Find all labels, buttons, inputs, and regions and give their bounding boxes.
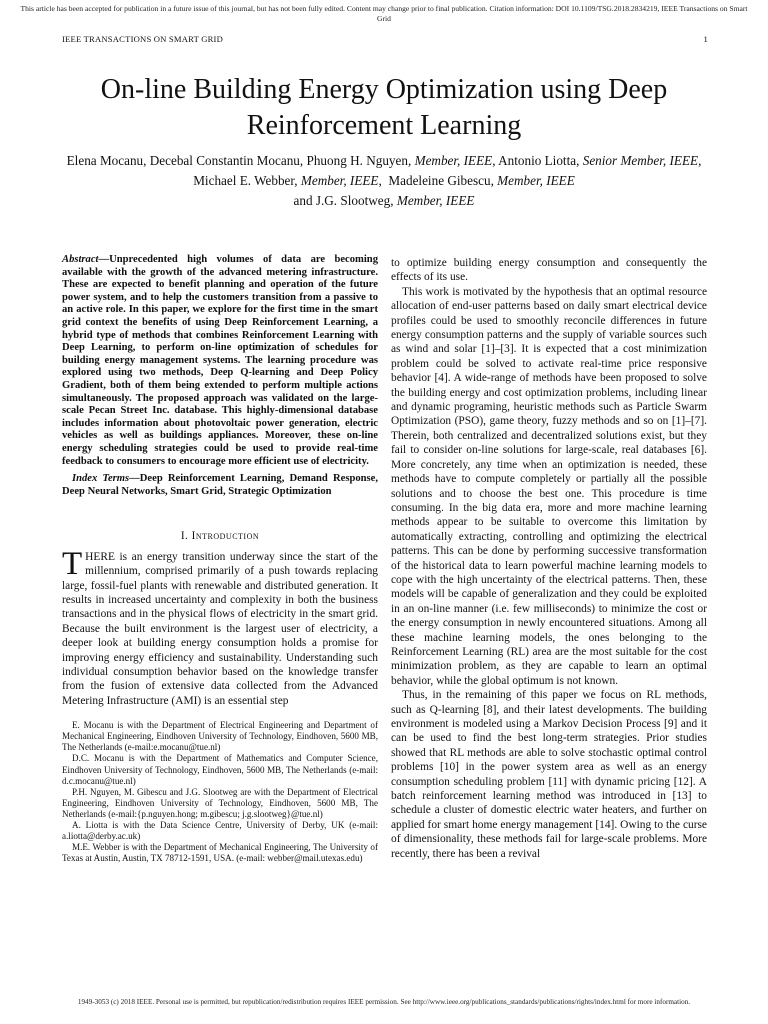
author-role: Member, IEEE bbox=[497, 173, 575, 188]
running-head bbox=[62, 34, 708, 44]
intro-paragraph bbox=[62, 545, 378, 708]
intro-text: is an energy transition underway since the start of the millennium, comprised primarily of a push towards replacing large, fossil-fuel plants with renewable and distributed generation. It results in increased uncertainty and complexity in both the business transactions and in the physical flows of electricity in the smart grid. Because the built environment is the largest user of electricity, a deeper look at building energy consumption holds a promise for improving energy efficiency and sustainability. Understanding such individual consumption behavior based on the knowledge transfer from the fusion of extensive data collected from the Advanced Metering Infrastructure (AMI) is an essential step bbox=[62, 550, 378, 707]
first-word: HERE bbox=[85, 550, 115, 563]
section-heading bbox=[62, 529, 378, 543]
abstract-label: Abstract bbox=[62, 254, 99, 265]
right-column bbox=[391, 256, 707, 861]
author-name: Elena Mocanu bbox=[66, 153, 144, 168]
author-list: Elena Mocanu, Decebal Constantin Mocanu, Phuong H. Nguyen, Member, IEEE, Antonio Liotta, Senior Member, IEEE, Michael E. Webber, Member, IEEE, Madeleine Gibescu, Member, IEEE and J.G. Slootweg, Member, IEEE bbox=[66, 153, 702, 208]
author-name: Michael E. Webber bbox=[193, 173, 295, 188]
drop-cap: T bbox=[62, 545, 83, 582]
author-name: Phuong H. Nguyen bbox=[306, 153, 408, 168]
abstract-text: Unprecedented high volumes of data are becoming available with the growth of the advanced metering infrastructure. These are expected to benefit planning and operation of the future power system, and to help the customers transition from a passive to an active role. In this paper, we explore for the first time in the smart grid context the benefits of using Deep Reinforcement Learning, a hybrid type of methods that combines Reinforcement Learning with Deep Learning, to perform on-line optimization of schedules for building energy management systems. The learning procedure was explored using two methods, Deep Q-learning and Deep Policy Gradient, both of them being extended to perform multiple actions simultaneously. The proposed approach was validated on the large-scale Pecan Street Inc. database. This highly-dimensional database includes information about photovoltaic power generation, electric vehicles as well as buildings appliances. Moreover, these on-line energy scheduling strategies could be used to provide real-time feedback to consumers to encourage more efficient use of electricity. bbox=[62, 254, 378, 467]
copyright-footer: 1949-3053 (c) 2018 IEEE. Personal use is permitted, but republication/redistribution requires IEEE permission. See http://www.ieee.org/publications_standards/publications/rights/index.html for more information. bbox=[77, 998, 691, 1006]
author-role: Member, IEEE bbox=[414, 153, 493, 168]
footnote: M.E. Webber is with the Department of Mechanical Engineering, The University of Texas at Austin, Austin, TX 78712-1591, USA. (e-mail: webber@mail.utexas.edu) bbox=[62, 842, 378, 864]
author-name: Antonio Liotta bbox=[498, 153, 577, 168]
index-terms: Index Terms—Deep Reinforcement Learning, Demand Response, Deep Neural Networks, Smart Grid, Strategic Optimization bbox=[62, 473, 378, 497]
section-title: Introduction bbox=[191, 530, 260, 543]
page-number: 1 bbox=[703, 34, 708, 44]
author-name: Madeleine Gibescu bbox=[388, 173, 491, 188]
author-name: Decebal Constantin Mocanu bbox=[149, 153, 300, 168]
footnote: P.H. Nguyen, M. Gibescu and J.G. Slootweg are with the Department of Electrical Engineering, Eindhoven University of Technology, Eindhoven, 5600 MB, The Netherlands (e-mail:{p.nguyen.hong; m.gibescu; j.g.slootweg}@tue.nl) bbox=[62, 786, 378, 819]
footnote: E. Mocanu is with the Department of Electrical Engineering and Department of Mechanical Engineering, Eindhoven University of Technology, Eindhoven, 5600 MB, The Netherlands (e-mail:e.mocanu@tue.nl) bbox=[62, 720, 378, 753]
author-role: Senior Member, IEEE bbox=[582, 153, 699, 168]
index-terms-text: Deep Reinforcement Learning, Demand Response, Deep Neural Networks, Smart Grid, Strategic Optimization bbox=[62, 473, 378, 497]
index-terms-label: Index Terms bbox=[72, 473, 130, 485]
journal-name: IEEE TRANSACTIONS ON SMART GRID bbox=[62, 34, 224, 44]
body-paragraph: to optimize building energy consumption and consequently the effects of its use. bbox=[391, 257, 707, 284]
author-footnotes bbox=[62, 720, 378, 864]
author-role: Member, IEEE bbox=[396, 193, 475, 208]
author-name: J.G. Slootweg bbox=[315, 193, 391, 208]
paper-title: On-line Building Energy Optimization using Deep Reinforcement Learning bbox=[100, 74, 668, 141]
abstract: Abstract—Unprecedented high volumes of data are becoming available with the growth of the advanced metering infrastructure. These are expected to benefit planning and operation of the future power system, and to help the customers transition from a passive to an active role. In this paper, we explore for the first time in the smart grid context the benefits of using Deep Reinforcement Learning, a hybrid type of methods that combines Reinforcement Learning with Deep Learning, to perform on-line optimization of schedules for building energy management systems. The learning procedure was explored using two methods, Deep Q-learning and Deep Policy Gradient, both of them being extended to perform multiple actions simultaneously. The proposed approach was validated on the large-scale Pecan Street Inc. database. This highly-dimensional database includes information about photovoltaic power generation, electric vehicles as well as buildings appliances. Moreover, these on-line energy scheduling strategies could be used to provide real-time feedback to consumers to encourage more efficient use of electricity. bbox=[62, 254, 378, 467]
author-role: Member, IEEE bbox=[300, 173, 379, 188]
acceptance-notice: This article has been accepted for publication in a future issue of this journal, but has not been fully edited. Content may change prior to final publication. Citation information: DOI 10.1109/TSG.2018.2834219, IEEE Transactions on Smart Grid bbox=[20, 4, 748, 23]
footnote: D.C. Mocanu is with the Department of Mathematics and Computer Science, Eindhoven University of Technology, Eindhoven, 5600 MB, The Netherlands (e-mail: d.c.mocanu@tue.nl) bbox=[62, 753, 378, 786]
left-column bbox=[62, 254, 378, 864]
body-paragraph: This work is motivated by the hypothesis that an optimal resource allocation of end-user patterns based on daily smart electrical device profiles could be used to smoothly reconcile differences in future energy consumption patterns and the supply of variable sources such as wind and solar [1]–[3]. It is expected that a cost minimization problem could be solved to activate real-time price responsive behavior [4]. A wide-range of methods have been proposed to solve the building energy and cost optimization problems, including linear and dynamic programing, heuristic methods such as Particle Swarm Optimization (PSO), game theory, fuzzy methods and so on [1]–[7]. Therein, both centralized and decentralized solutions exist, but they fail to consider on-line solutions for large-scale, real databases [6]. More concretely, any time when an optimization is needed, these methods have to compute completely or partially all the possible solutions and to choose the best one. This procedure is time consuming. In the big data era, more and more machine learning methods appear to be suitable to overcome this limitation by automatically extracting, controlling and optimizing the electrical patterns. This can be done by performing successive transformation of the historical data to learn powerful machine learning models to cope with the high uncertainty of the electrical patterns. Then, these models will be capable of generalization and they could be exploited in an on-line manner (i.e. few milliseconds) to minimize the cost or the energy consumption in newly encountered situations. Among all these machine learning models, the ones belonging to the Reinforcement Learning (RL) area are the most suitable for the cost minimization problem, as they are capable to learn an optimal behavior, while the global optimum is not known. bbox=[391, 285, 707, 687]
footnote: A. Liotta is with the Data Science Centre, University of Derby, UK (e-mail: a.liotta@derby.ac.uk) bbox=[62, 820, 378, 842]
body-paragraph: Thus, in the remaining of this paper we focus on RL methods, such as Q-learning [8], and their latest developments. The building environment is modeled using a Markov Decision Process [9] and it can be used to find the best long-term strategies. Prior studies showed that RL methods are able to solve stochastic optimal control problems [10] in the power system area as well as an energy consumption scheduling problem [11] with dynamic pricing [12]. A batch reinforcement learning method was introduced in [13] to schedule a cluster of domestic electric water heaters, and further on applied for smart home energy management [14]. Owing to the curse of dimensionality, these methods fail for large-scale problems. More recently, there has been a revival bbox=[391, 689, 707, 860]
section-number: I. bbox=[180, 530, 189, 543]
